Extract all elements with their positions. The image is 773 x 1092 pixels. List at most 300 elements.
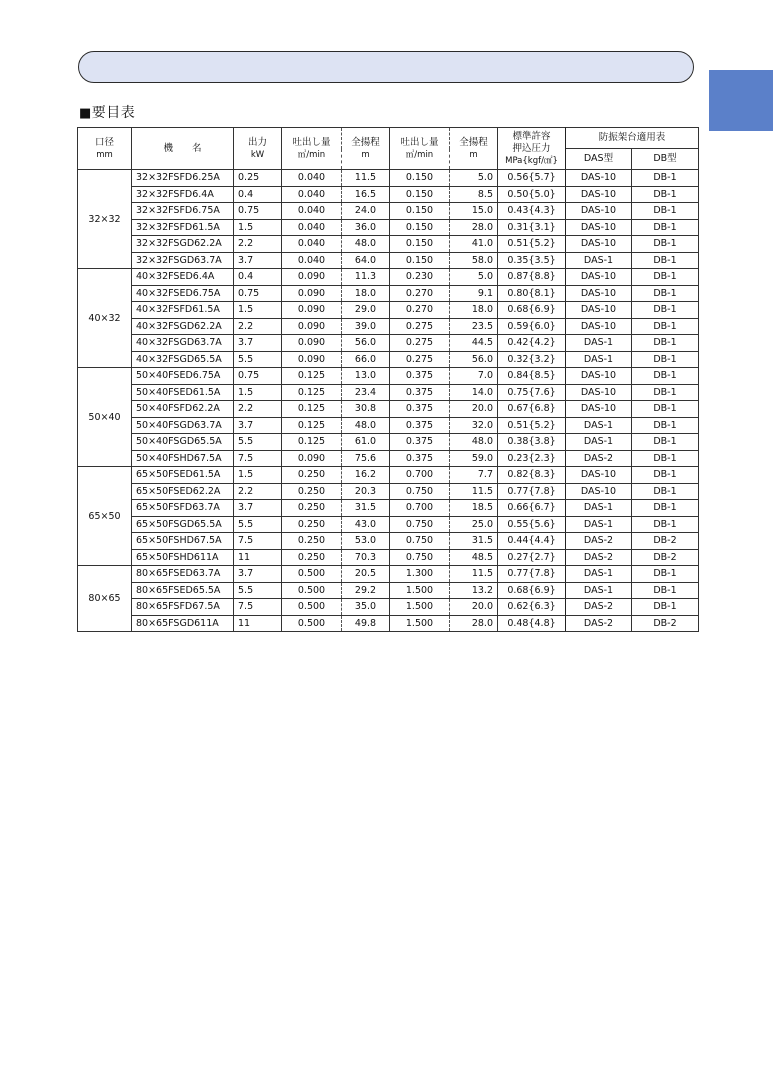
das-cell: DAS-10 [566,302,632,319]
db-cell: DB-1 [632,582,699,599]
head-1-cell: 16.2 [342,467,390,484]
head-2-cell: 14.0 [450,384,498,401]
pressure-cell: 0.75{7.6} [498,384,566,401]
output-cell: 1.5 [234,384,282,401]
db-cell: DB-1 [632,516,699,533]
discharge-1-cell: 0.040 [282,203,342,220]
das-cell: DAS-10 [566,467,632,484]
table-row [78,549,699,566]
head-1-cell: 48.0 [342,236,390,253]
header-bore [78,128,132,170]
db-cell: DB-1 [632,450,699,467]
discharge-2-cell: 0.150 [390,252,450,269]
model-cell: 80×65FSFD67.5A [132,599,234,616]
discharge-2-cell: 1.300 [390,566,450,583]
table-row [78,252,699,269]
das-cell: DAS-10 [566,269,632,286]
header-output-label: 出力 [247,136,267,148]
head-1-cell: 11.5 [342,170,390,187]
das-cell: DAS-1 [566,516,632,533]
pressure-cell: 0.43{4.3} [498,203,566,220]
head-1-cell: 16.5 [342,186,390,203]
discharge-2-cell: 0.150 [390,236,450,253]
table-row [78,203,699,220]
head-1-cell: 56.0 [342,335,390,352]
db-cell: DB-1 [632,302,699,319]
table-row [78,302,699,319]
head-1-cell: 11.3 [342,269,390,286]
output-cell: 0.75 [234,203,282,220]
discharge-1-cell: 0.250 [282,483,342,500]
model-cell: 32×32FSFD6.25A [132,170,234,187]
model-cell: 50×40FSGD65.5A [132,434,234,451]
output-cell: 3.7 [234,252,282,269]
model-cell: 40×32FSGD62.2A [132,318,234,335]
das-cell: DAS-10 [566,219,632,236]
discharge-2-cell: 0.375 [390,384,450,401]
size-group [78,170,699,269]
head-2-cell: 28.0 [450,219,498,236]
das-cell: DAS-10 [566,401,632,418]
head-2-cell: 31.5 [450,533,498,550]
db-cell: DB-1 [632,203,699,220]
discharge-2-cell: 0.150 [390,219,450,236]
output-cell: 11 [234,549,282,566]
pressure-cell: 0.77{7.8} [498,483,566,500]
model-cell: 40×32FSFD61.5A [132,302,234,319]
table-row [78,318,699,335]
head-2-cell: 18.0 [450,302,498,319]
output-cell: 2.2 [234,401,282,418]
pressure-cell: 0.59{6.0} [498,318,566,335]
model-cell: 32×32FSFD6.75A [132,203,234,220]
table-row [78,186,699,203]
head-1-cell: 48.0 [342,417,390,434]
table-row [78,599,699,616]
head-2-cell: 59.0 [450,450,498,467]
discharge-1-cell: 0.090 [282,285,342,302]
discharge-1-cell: 0.500 [282,582,342,599]
pressure-cell: 0.87{8.8} [498,269,566,286]
head-2-cell: 8.5 [450,186,498,203]
header-output-unit: kW [250,149,265,160]
section-tab-marker [709,70,773,131]
das-cell: DAS-1 [566,252,632,269]
das-cell: DAS-10 [566,186,632,203]
section-title-text: 要目表 [91,105,136,121]
header-output [234,128,282,170]
discharge-2-cell: 0.275 [390,335,450,352]
header-pressure-line-2: 押込圧力 [512,142,551,154]
discharge-1-cell: 0.250 [282,516,342,533]
discharge-1-cell: 0.125 [282,401,342,418]
output-cell: 3.7 [234,500,282,517]
bore-size-cell: 40×32 [78,269,132,368]
das-cell: DAS-1 [566,351,632,368]
output-cell: 2.2 [234,483,282,500]
table-row [78,219,699,236]
square-bullet-icon: ■ [79,106,92,121]
output-cell: 7.5 [234,599,282,616]
das-cell: DAS-2 [566,533,632,550]
output-cell: 0.75 [234,368,282,385]
header-pressure [498,128,566,170]
head-2-cell: 9.1 [450,285,498,302]
head-1-cell: 13.0 [342,368,390,385]
db-cell: DB-1 [632,170,699,187]
discharge-1-cell: 0.090 [282,351,342,368]
output-cell: 3.7 [234,335,282,352]
db-cell: DB-1 [632,566,699,583]
output-cell: 7.5 [234,533,282,550]
table-row [78,269,699,286]
bore-size-cell: 80×65 [78,566,132,632]
head-1-cell: 20.3 [342,483,390,500]
head-1-cell: 61.0 [342,434,390,451]
head-2-cell: 11.5 [450,483,498,500]
header-vibration-mount: 防振架台適用表 [566,128,699,149]
table-row [78,368,699,385]
model-cell: 80×65FSED63.7A [132,566,234,583]
discharge-2-cell: 0.700 [390,467,450,484]
pressure-cell: 0.62{6.3} [498,599,566,616]
head-1-cell: 30.8 [342,401,390,418]
model-cell: 40×32FSGD63.7A [132,335,234,352]
pressure-cell: 0.84{8.5} [498,368,566,385]
size-group [78,566,699,632]
head-1-cell: 31.5 [342,500,390,517]
output-cell: 0.75 [234,285,282,302]
discharge-2-cell: 0.750 [390,533,450,550]
head-1-cell: 36.0 [342,219,390,236]
pressure-cell: 0.55{5.6} [498,516,566,533]
db-cell: DB-1 [632,269,699,286]
output-cell: 5.5 [234,434,282,451]
table-row [78,533,699,550]
table-row [78,335,699,352]
das-cell: DAS-2 [566,549,632,566]
das-cell: DAS-10 [566,368,632,385]
pressure-cell: 0.42{4.2} [498,335,566,352]
table-row [78,170,699,187]
discharge-1-cell: 0.125 [282,368,342,385]
header-bore-unit: mm [96,149,113,160]
db-cell: DB-1 [632,467,699,484]
head-2-cell: 28.0 [450,615,498,632]
discharge-1-cell: 0.090 [282,302,342,319]
db-cell: DB-1 [632,434,699,451]
pressure-cell: 0.68{6.9} [498,302,566,319]
discharge-2-cell: 0.275 [390,351,450,368]
header-head-1-label: 全揚程 [351,136,380,148]
head-2-cell: 48.0 [450,434,498,451]
pressure-cell: 0.51{5.2} [498,236,566,253]
db-cell: DB-1 [632,186,699,203]
discharge-1-cell: 0.040 [282,186,342,203]
das-cell: DAS-10 [566,384,632,401]
model-cell: 50×40FSHD67.5A [132,450,234,467]
discharge-2-cell: 0.230 [390,269,450,286]
pressure-cell: 0.44{4.4} [498,533,566,550]
size-group [78,368,699,467]
head-2-cell: 7.7 [450,467,498,484]
pressure-cell: 0.50{5.0} [498,186,566,203]
header-discharge-1 [282,128,342,170]
table-row [78,236,699,253]
output-cell: 3.7 [234,566,282,583]
discharge-1-cell: 0.125 [282,384,342,401]
pressure-cell: 0.68{6.9} [498,582,566,599]
pressure-cell: 0.31{3.1} [498,219,566,236]
das-cell: DAS-1 [566,582,632,599]
header-pressure-unit: MPa{kgf/㎠} [505,155,558,166]
model-cell: 40×32FSED6.4A [132,269,234,286]
pressure-cell: 0.67{6.8} [498,401,566,418]
model-cell: 80×65FSGD611A [132,615,234,632]
pressure-cell: 0.32{3.2} [498,351,566,368]
head-1-cell: 53.0 [342,533,390,550]
discharge-2-cell: 0.375 [390,368,450,385]
pressure-cell: 0.35{3.5} [498,252,566,269]
head-1-cell: 70.3 [342,549,390,566]
output-cell: 2.2 [234,318,282,335]
table-row [78,417,699,434]
output-cell: 11 [234,615,282,632]
head-2-cell: 41.0 [450,236,498,253]
header-bore-label: 口径 [94,136,114,148]
table-row [78,401,699,418]
table-row [78,467,699,484]
model-cell: 32×32FSFD6.4A [132,186,234,203]
head-2-cell: 5.0 [450,269,498,286]
model-cell: 65×50FSHD67.5A [132,533,234,550]
db-cell: DB-1 [632,285,699,302]
discharge-2-cell: 0.700 [390,500,450,517]
db-cell: DB-1 [632,384,699,401]
das-cell: DAS-10 [566,483,632,500]
discharge-1-cell: 0.090 [282,335,342,352]
pressure-cell: 0.82{8.3} [498,467,566,484]
output-cell: 0.4 [234,186,282,203]
head-1-cell: 23.4 [342,384,390,401]
pressure-cell: 0.80{8.1} [498,285,566,302]
header-head-1-unit: m [361,149,370,160]
head-1-cell: 64.0 [342,252,390,269]
head-1-cell: 75.6 [342,450,390,467]
table-row [78,615,699,632]
pressure-cell: 0.77{7.8} [498,566,566,583]
head-1-cell: 29.0 [342,302,390,319]
model-cell: 50×40FSED6.75A [132,368,234,385]
das-cell: DAS-2 [566,615,632,632]
header-das: DAS型 [566,149,632,170]
model-cell: 32×32FSGD63.7A [132,252,234,269]
das-cell: DAS-1 [566,434,632,451]
discharge-1-cell: 0.250 [282,467,342,484]
bore-size-cell: 32×32 [78,170,132,269]
db-cell: DB-1 [632,351,699,368]
pressure-cell: 0.38{3.8} [498,434,566,451]
discharge-1-cell: 0.090 [282,318,342,335]
size-group [78,269,699,368]
bore-size-cell: 50×40 [78,368,132,467]
db-cell: DB-1 [632,335,699,352]
output-cell: 3.7 [234,417,282,434]
output-cell: 5.5 [234,351,282,368]
header-db: DB型 [632,149,699,170]
head-2-cell: 15.0 [450,203,498,220]
db-cell: DB-1 [632,599,699,616]
discharge-1-cell: 0.500 [282,599,342,616]
discharge-2-cell: 1.500 [390,582,450,599]
discharge-1-cell: 0.250 [282,500,342,517]
model-cell: 65×50FSHD611A [132,549,234,566]
das-cell: DAS-10 [566,285,632,302]
das-cell: DAS-2 [566,450,632,467]
discharge-2-cell: 1.500 [390,599,450,616]
header-head-2-unit: m [469,149,478,160]
table-row [78,351,699,368]
das-cell: DAS-10 [566,236,632,253]
pressure-cell: 0.27{2.7} [498,549,566,566]
table-row [78,285,699,302]
pressure-cell: 0.51{5.2} [498,417,566,434]
table-row [78,434,699,451]
head-2-cell: 23.5 [450,318,498,335]
table-row [78,450,699,467]
header-discharge-2-unit: ㎥/min [405,149,434,160]
db-cell: DB-2 [632,549,699,566]
table-row [78,566,699,583]
discharge-2-cell: 0.275 [390,318,450,335]
model-cell: 65×50FSED62.2A [132,483,234,500]
discharge-1-cell: 0.040 [282,219,342,236]
output-cell: 1.5 [234,302,282,319]
head-2-cell: 18.5 [450,500,498,517]
db-cell: DB-2 [632,615,699,632]
spec-table [77,127,699,632]
db-cell: DB-1 [632,252,699,269]
model-cell: 50×40FSGD63.7A [132,417,234,434]
header-model: 機 名 [132,128,234,170]
header-discharge-1-label: 吐出し量 [292,136,331,148]
model-cell: 50×40FSED61.5A [132,384,234,401]
discharge-2-cell: 0.150 [390,170,450,187]
bore-size-cell: 65×50 [78,467,132,566]
model-cell: 80×65FSED65.5A [132,582,234,599]
header-head-2-label: 全揚程 [459,136,488,148]
pressure-cell: 0.23{2.3} [498,450,566,467]
head-2-cell: 48.5 [450,549,498,566]
discharge-2-cell: 0.375 [390,434,450,451]
head-1-cell: 66.0 [342,351,390,368]
discharge-1-cell: 0.125 [282,417,342,434]
output-cell: 1.5 [234,219,282,236]
discharge-2-cell: 0.750 [390,516,450,533]
discharge-2-cell: 0.150 [390,186,450,203]
model-cell: 65×50FSGD65.5A [132,516,234,533]
head-2-cell: 25.0 [450,516,498,533]
output-cell: 5.5 [234,582,282,599]
head-2-cell: 7.0 [450,368,498,385]
das-cell: DAS-1 [566,500,632,517]
db-cell: DB-1 [632,236,699,253]
db-cell: DB-1 [632,417,699,434]
discharge-1-cell: 0.090 [282,269,342,286]
discharge-1-cell: 0.500 [282,566,342,583]
discharge-2-cell: 0.375 [390,417,450,434]
head-2-cell: 5.0 [450,170,498,187]
head-2-cell: 32.0 [450,417,498,434]
pressure-cell: 0.56{5.7} [498,170,566,187]
header-pressure-line-1: 標準許容 [512,130,551,142]
table-row [78,483,699,500]
model-cell: 65×50FSFD63.7A [132,500,234,517]
pressure-cell: 0.66{6.7} [498,500,566,517]
discharge-1-cell: 0.125 [282,434,342,451]
discharge-2-cell: 0.750 [390,483,450,500]
output-cell: 0.25 [234,170,282,187]
header-discharge-2-label: 吐出し量 [400,136,439,148]
model-cell: 65×50FSED61.5A [132,467,234,484]
model-cell: 32×32FSFD61.5A [132,219,234,236]
table-row [78,582,699,599]
discharge-1-cell: 0.090 [282,450,342,467]
table-header [78,128,699,170]
head-2-cell: 58.0 [450,252,498,269]
db-cell: DB-1 [632,500,699,517]
model-cell: 40×32FSGD65.5A [132,351,234,368]
discharge-1-cell: 0.250 [282,533,342,550]
discharge-2-cell: 0.375 [390,401,450,418]
discharge-2-cell: 0.150 [390,203,450,220]
das-cell: DAS-1 [566,417,632,434]
head-2-cell: 44.5 [450,335,498,352]
head-1-cell: 39.0 [342,318,390,335]
output-cell: 2.2 [234,236,282,253]
table-row [78,516,699,533]
head-2-cell: 11.5 [450,566,498,583]
discharge-2-cell: 1.500 [390,615,450,632]
output-cell: 7.5 [234,450,282,467]
head-1-cell: 49.8 [342,615,390,632]
head-1-cell: 18.0 [342,285,390,302]
discharge-1-cell: 0.040 [282,236,342,253]
model-cell: 50×40FSFD62.2A [132,401,234,418]
table-row [78,384,699,401]
db-cell: DB-2 [632,533,699,550]
header-discharge-2 [390,128,450,170]
size-group [78,467,699,566]
das-cell: DAS-1 [566,566,632,583]
discharge-2-cell: 0.750 [390,549,450,566]
das-cell: DAS-10 [566,203,632,220]
discharge-1-cell: 0.500 [282,615,342,632]
db-cell: DB-1 [632,368,699,385]
head-1-cell: 20.5 [342,566,390,583]
db-cell: DB-1 [632,318,699,335]
output-cell: 1.5 [234,467,282,484]
discharge-1-cell: 0.040 [282,170,342,187]
das-cell: DAS-10 [566,318,632,335]
output-cell: 5.5 [234,516,282,533]
head-1-cell: 43.0 [342,516,390,533]
db-cell: DB-1 [632,401,699,418]
discharge-2-cell: 0.270 [390,302,450,319]
db-cell: DB-1 [632,483,699,500]
output-cell: 0.4 [234,269,282,286]
header-head-2 [450,128,498,170]
